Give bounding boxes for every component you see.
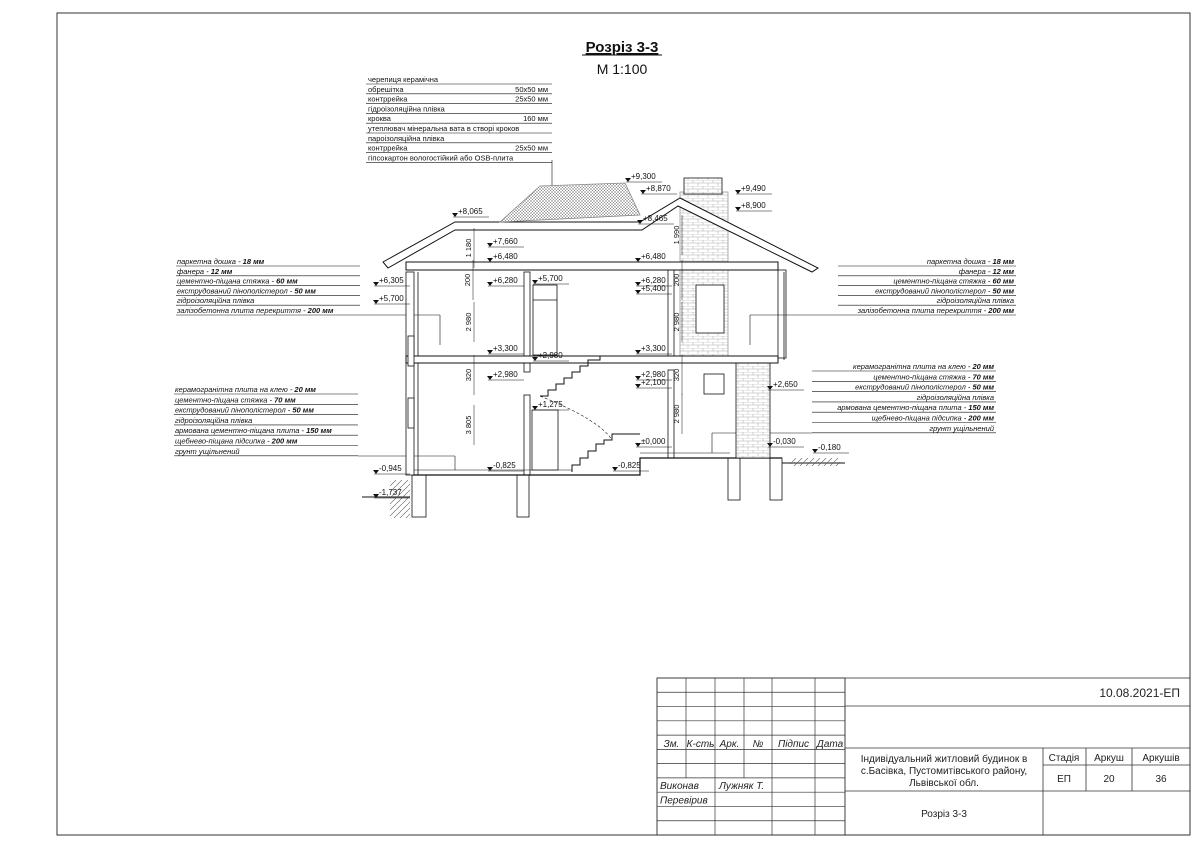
layer-item	[177, 277, 298, 286]
building-section	[362, 178, 845, 518]
elevation-mark: +9,300	[631, 172, 656, 181]
layer-name: екструдований пінополістерол -	[177, 286, 295, 296]
roof-tiles	[500, 183, 640, 222]
floor-right-layers-callout	[750, 257, 1016, 345]
dimension-label: 1 180	[464, 238, 473, 258]
elevation-mark: -0,825	[618, 461, 641, 470]
layer-name: грунт ущільнений	[929, 423, 994, 433]
window-upper-left	[533, 285, 557, 355]
foundation-mid2	[728, 458, 740, 500]
layer-name: фанера -	[177, 266, 211, 276]
elevation-mark: +6,280	[493, 276, 518, 285]
title-block-header: Дата	[816, 739, 844, 750]
sheets-value: 36	[1155, 774, 1167, 785]
layer-name: фанера -	[958, 266, 993, 276]
dimension-label: 2 980	[672, 404, 681, 424]
layer-value: 12 мм	[992, 266, 1014, 276]
project-line: Індивідуальний житловий будинок в	[860, 754, 1028, 765]
dimension-label: 1 990	[672, 225, 681, 245]
roof-layer-name: черепиця керамічна	[368, 75, 439, 84]
layer-item	[175, 447, 240, 456]
drawing-name: Розріз 3-3	[921, 809, 967, 820]
roof-layer-name: гідроізоляційна плівка	[368, 104, 445, 114]
dimension-label: 2 980	[464, 312, 473, 332]
layer-item	[175, 426, 332, 435]
layer-item	[872, 414, 995, 423]
window-upper-right	[696, 285, 724, 333]
roof-layer-value: 50х50 мм	[515, 84, 548, 94]
layer-name: щебнево-піщана підсипка -	[871, 413, 969, 423]
layer-name: гідроізоляційна плівка	[177, 296, 255, 306]
elevation-mark: +2,100	[641, 378, 666, 387]
slab-attic	[406, 262, 778, 270]
elevation-mark: +7,660	[493, 237, 518, 246]
layer-item	[937, 296, 1014, 305]
layer-name: паркетна дошка -	[926, 257, 993, 266]
roof-layer-value: 25х50 мм	[515, 143, 548, 153]
sheet-value: 20	[1103, 774, 1115, 785]
elevation-mark: +3,300	[641, 344, 666, 353]
layer-item	[853, 362, 994, 371]
elevation-mark: ±0,000	[641, 437, 666, 446]
dimension-label: 2 980	[672, 312, 681, 332]
title-block-header: Підпис	[777, 739, 810, 750]
roof-layer-name: пароізоляційна плівка	[368, 133, 445, 143]
project-line: Львівської обл.	[909, 778, 979, 789]
title-block-header: №	[752, 739, 764, 750]
layer-item	[873, 372, 994, 381]
title-block-header: Арк.	[719, 739, 740, 750]
title-block-role: Перевірив	[660, 795, 708, 807]
drawing-scale: М 1:100	[596, 61, 648, 77]
layer-value: 12 мм	[210, 266, 233, 276]
layer-name: залізобетонна плита перекриття -	[857, 306, 989, 315]
elevation-mark: +3,300	[493, 344, 518, 353]
layer-item	[929, 424, 994, 433]
dimension-label: 3 805	[464, 415, 473, 435]
layer-item	[176, 306, 334, 315]
elevation-mark: +2,650	[773, 380, 798, 389]
elevation-mark: +1,275	[538, 400, 563, 409]
roof-layers-callout	[366, 75, 552, 162]
layer-item	[875, 286, 1014, 295]
layer-value: 200 мм	[271, 436, 298, 446]
layer-item	[175, 395, 296, 404]
title-block-header: Зм.	[663, 739, 680, 750]
layer-value: 200 мм	[307, 306, 334, 315]
elevation-mark: +8,465	[643, 214, 668, 223]
elevation-mark: +6,480	[641, 252, 666, 261]
sheet-label: Аркуш	[1094, 753, 1124, 764]
layer-value: 20 мм	[972, 362, 994, 371]
door-ground	[532, 410, 558, 470]
layer-name: армована цементно-піщана плита -	[837, 403, 969, 413]
layer-value: 200 мм	[988, 306, 1014, 315]
roof-layer-value: 25х50 мм	[515, 94, 548, 104]
foundation-right	[770, 458, 782, 500]
roof-layer-name: кроква	[368, 114, 391, 124]
elevation-mark: -0,825	[493, 461, 516, 470]
elevation-marks	[373, 172, 849, 498]
layer-name: армована цементно-піщана плита -	[175, 426, 307, 436]
layer-name: залізобетонна плита перекриття -	[177, 306, 308, 315]
project-line: с.Басівка, Пустомитівського району,	[860, 766, 1028, 777]
elevation-mark: +6,480	[493, 252, 518, 261]
doc-code: 10.08.2021-ЕП	[1099, 686, 1180, 700]
roof-layer-name: контррейка	[368, 143, 408, 153]
layer-name: цементно-піщана стяжка -	[873, 372, 973, 382]
sheets-label: Аркушів	[1142, 753, 1180, 764]
elevation-mark: +8,870	[646, 184, 671, 193]
layer-name: гідроізоляційна плівка	[936, 296, 1014, 306]
wall-interior-2	[524, 395, 530, 475]
layer-value: 50 мм	[292, 405, 314, 415]
layer-value: 50 мм	[972, 382, 994, 392]
layer-item	[959, 267, 1015, 276]
layer-value: 50 мм	[992, 286, 1014, 296]
layer-item	[917, 393, 994, 402]
elevation-mark: +6,280	[641, 276, 666, 285]
chimney	[684, 178, 722, 194]
layer-value: 150 мм	[968, 403, 994, 413]
layer-item	[177, 296, 254, 305]
elevation-mark: +5,400	[641, 284, 666, 293]
window-ground	[704, 374, 724, 394]
dimension-label: 320	[672, 368, 681, 382]
elevation-mark: -1,737	[379, 488, 402, 497]
layer-value: 18 мм	[242, 257, 265, 266]
roof-layer-name: утеплювач мінеральна вата в створі кроков	[368, 124, 520, 133]
layer-value: 150 мм	[306, 426, 332, 436]
layer-name: грунт ущільнений	[175, 446, 240, 456]
layer-name: керамогранітна плита на клею -	[853, 362, 973, 371]
elevation-mark: +8,900	[741, 201, 766, 210]
layer-item	[855, 383, 994, 392]
foundation-mid1	[517, 475, 529, 517]
layer-item	[893, 277, 1014, 286]
layer-name: щебнево-піщана підсипка -	[175, 436, 272, 446]
layer-value: 50 мм	[294, 286, 316, 296]
roof-layer-name: гіпсокартон вологостійкий або OSB-плита	[368, 153, 514, 163]
foundation-left	[412, 475, 426, 517]
layer-name: гідроізоляційна плівка	[175, 415, 253, 425]
layer-name: екструдований пінополістерол -	[875, 286, 993, 296]
elevation-mark: +2,980	[493, 370, 518, 379]
layer-item	[177, 257, 265, 266]
elevation-mark: -0,180	[818, 443, 841, 452]
layer-item	[177, 267, 233, 276]
elevation-mark: +5,700	[379, 294, 404, 303]
layer-item	[837, 403, 994, 412]
layer-item	[175, 406, 314, 415]
roof-layer-name: обрешітка	[368, 84, 404, 94]
layer-name: гідроізоляційна плівка	[916, 392, 994, 402]
wall-brick-right	[736, 358, 770, 458]
elevation-mark: +9,490	[741, 184, 766, 193]
layer-item	[927, 257, 1015, 266]
elevation-mark: +5,700	[538, 274, 563, 283]
layer-item	[175, 385, 316, 394]
wall-left-exterior	[406, 272, 414, 475]
layer-name: паркетна дошка -	[177, 257, 243, 266]
layer-name: цементно-піщана стяжка -	[893, 276, 993, 286]
elevation-mark: +2,980	[538, 351, 563, 360]
elevation-mark: +2,980	[641, 370, 666, 379]
dimension-label: 200	[672, 273, 681, 287]
layer-name: керамогранітна плита на клею -	[175, 385, 295, 394]
layer-value: 20 мм	[294, 385, 316, 394]
layer-item	[177, 286, 316, 295]
layer-name: екструдований пінополістерол -	[175, 405, 293, 415]
dimension-label: 320	[464, 368, 473, 382]
layer-name: цементно-піщана стяжка -	[177, 276, 277, 286]
stage-label: Стадія	[1048, 753, 1080, 764]
drawing-title: Розріз 3-3	[585, 39, 659, 56]
layer-name: цементно-піщана стяжка -	[175, 395, 275, 405]
layer-value: 60 мм	[276, 276, 298, 286]
wall-right-exterior	[778, 270, 786, 358]
dimension-label: 200	[463, 273, 472, 287]
layer-value: 70 мм	[972, 372, 994, 382]
title-block-header: К-сть	[686, 739, 715, 750]
layer-value: 18 мм	[992, 257, 1014, 266]
roof-layer-value: 160 мм	[523, 114, 548, 124]
elevation-mark: +6,305	[379, 276, 404, 285]
layer-value: 60 мм	[992, 276, 1014, 286]
layer-item	[857, 306, 1015, 315]
stage-value: ЕП	[1057, 774, 1071, 785]
layer-item	[175, 416, 252, 425]
elevation-mark: -0,945	[379, 464, 402, 473]
layer-value: 70 мм	[274, 395, 296, 405]
elevation-mark: +8,065	[458, 207, 483, 216]
layer-item	[175, 437, 298, 446]
layer-name: екструдований пінополістерол -	[855, 382, 973, 392]
elevation-mark: -0,030	[773, 437, 796, 446]
layer-value: 200 мм	[968, 413, 994, 423]
roof-layer-name: контррейка	[368, 94, 408, 104]
title-block-person: Лужняк Т.	[719, 781, 765, 792]
title-block-role: Виконав	[660, 781, 699, 792]
